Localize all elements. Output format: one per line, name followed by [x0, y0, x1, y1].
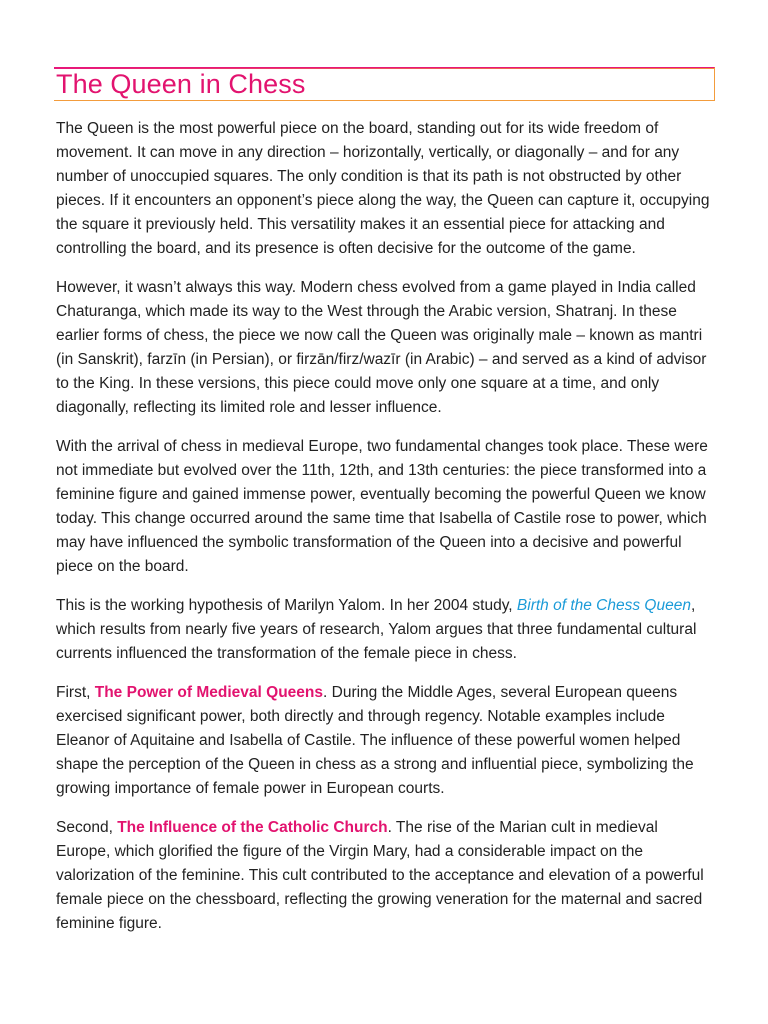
paragraph-queen-movement: The Queen is the most powerful piece on the board, standing out for its wide freedom of movement. It can move in any direction – horizontally, vertically, or diagonally – and for any number of unoccupied squares. The only condition is that its path is not obstructed by other pieces. If it encounters an opponent’s piece along the way, the Queen can capture it, occupying the square it previously held. This versatility makes it an essential piece for attacking and controlling the board, and its presence is often decisive for the outcome of the game.: [56, 120, 710, 257]
paragraph-medieval-queens: [56, 681, 716, 801]
paragraph-text: . During the Middle Ages, several European queens exercised significant power, both directly and through regency. Notable examples include Eleanor of Aquitaine and Isabella of Castile. The influence of these powerful women helped shape the perception of the Queen in chess as a strong and influential piece, symbolizing the growing importance of female power in European courts.: [56, 684, 694, 797]
paragraph-text: Second,: [56, 819, 118, 836]
highlight-catholic-church: The Influence of the Catholic Church: [117, 819, 388, 836]
paragraph-text: This is the working hypothesis of Marilyn Yalom. In her 2004 study,: [56, 597, 517, 614]
paragraph-catholic-church: [56, 816, 716, 936]
paragraph-text: , which results from nearly five years of research, Yalom argues that three fundamental cultural currents influenced the transformation of the female piece in chess.: [56, 597, 697, 662]
paragraph-yalom-hypothesis: [56, 594, 716, 666]
paragraph-text: First,: [56, 684, 95, 701]
paragraph-medieval-europe: With the arrival of chess in medieval Europe, two fundamental changes took place. These were not immediate but evolved over the 11th, 12th, and 13th centuries: the piece transformed into a feminine figure and gained immense power, eventually becoming the powerful Queen we know today. This change occurred around the same time that Isabella of Castile rose to power, which may have influenced the symbolic transformation of the Queen into a decisive and powerful piece on the board.: [56, 438, 708, 575]
book-citation-link[interactable]: Birth of the Chess Queen: [516, 597, 691, 614]
paragraph-text: . The rise of the Marian cult in medieval Europe, which glorified the figure of the Virgin Mary, had a considerable impact on the valorization of the feminine. This cult contributed to the acceptance and elevation of a powerful female piece on the chessboard, reflecting the growing veneration for the maternal and sacred feminine figure.: [56, 819, 704, 932]
article-body: [56, 117, 716, 951]
highlight-medieval-queens: The Power of Medieval Queens: [94, 684, 324, 701]
page-title: The Queen in Chess: [56, 69, 306, 99]
paragraph-history: However, it wasn’t always this way. Modern chess evolved from a game played in India called Chaturanga, which made its way to the West through the Arabic version, Shatranj. In these earlier forms of chess, the piece we now call the Queen was originally male – known as mantri (in Sanskrit), farzīn (in Persian), or firzān/firz/wazīr (in Arabic) – and served as a kind of advisor to the King. In these versions, this piece could move only one square at a time, and only diagonally, reflecting its limited role and lesser influence.: [56, 279, 707, 416]
